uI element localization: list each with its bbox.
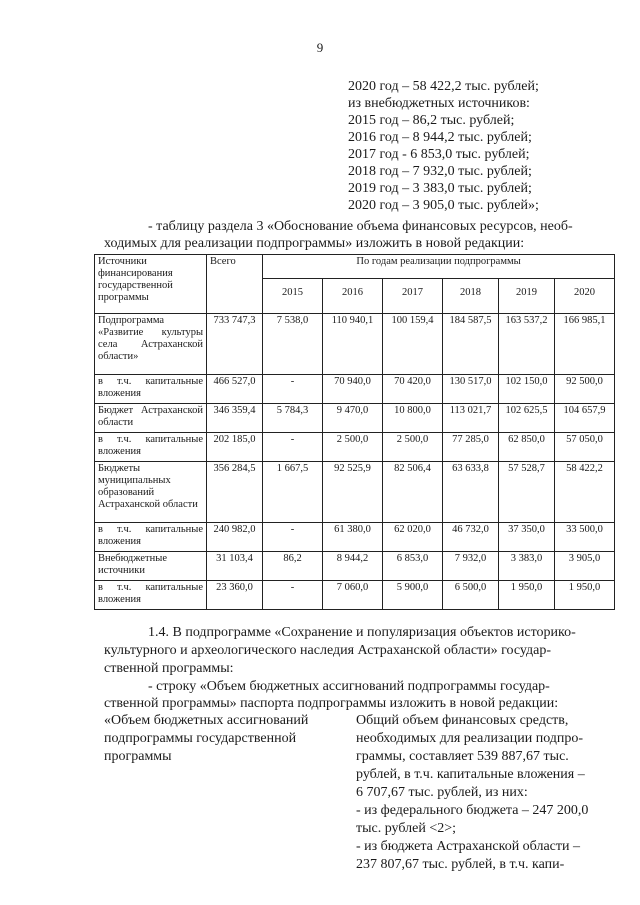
row-value: 3 383,0 bbox=[499, 552, 555, 581]
section-1-4-line-3: ственной программы: bbox=[104, 661, 234, 676]
row-total: 240 982,0 bbox=[207, 523, 263, 552]
row-value: 70 940,0 bbox=[323, 375, 383, 404]
header-total: Всего bbox=[207, 255, 263, 314]
row-value: 10 800,0 bbox=[383, 404, 443, 433]
row-value: 102 150,0 bbox=[499, 375, 555, 404]
row-source: в т.ч. капитальные вложения bbox=[95, 375, 207, 404]
row-value: 70 420,0 bbox=[383, 375, 443, 404]
row-value: 166 985,1 bbox=[555, 314, 615, 375]
instruction-line-1: - строку «Объем бюджетных ассигнований подпрограммы государ- bbox=[148, 679, 550, 694]
row-value: 46 732,0 bbox=[443, 523, 499, 552]
table-row bbox=[95, 462, 615, 523]
row-value: 57 528,7 bbox=[499, 462, 555, 523]
row-value: - bbox=[263, 375, 323, 404]
header-year: 2018 bbox=[443, 278, 499, 313]
row-source: в т.ч. капитальные вложения bbox=[95, 523, 207, 552]
row-source: в т.ч. капитальные вложения bbox=[95, 581, 207, 610]
row-value: 33 500,0 bbox=[555, 523, 615, 552]
table-row bbox=[95, 375, 615, 404]
passport-right-cell bbox=[356, 712, 614, 874]
passport-right-line: - из федерального бюджета – 247 200,0 bbox=[356, 803, 589, 818]
row-value: 1 950,0 bbox=[555, 581, 615, 610]
row-value: 62 020,0 bbox=[383, 523, 443, 552]
passport-right-line: 6 707,67 тыс. рублей, из них: bbox=[356, 785, 528, 800]
row-value: 7 538,0 bbox=[263, 314, 323, 375]
row-value: 86,2 bbox=[263, 552, 323, 581]
intro-line-1: - таблицу раздела 3 «Обоснование объема финансовых ресурсов, необ- bbox=[148, 219, 573, 234]
row-value: 7 060,0 bbox=[323, 581, 383, 610]
row-value: 2 500,0 bbox=[323, 433, 383, 462]
passport-left-line: «Объем бюджетных ассигнований bbox=[104, 713, 309, 728]
row-value: 163 537,2 bbox=[499, 314, 555, 375]
section-1-4-line-1: 1.4. В подпрограмме «Сохранение и популяризация объектов историко- bbox=[148, 625, 576, 640]
row-value: 6 853,0 bbox=[383, 552, 443, 581]
row-value: 82 506,4 bbox=[383, 462, 443, 523]
header-year: 2019 bbox=[499, 278, 555, 313]
passport-right-line: тыс. рублей <2>; bbox=[356, 821, 457, 836]
row-value: 5 900,0 bbox=[383, 581, 443, 610]
row-value: 6 500,0 bbox=[443, 581, 499, 610]
intro-line-2: ходимых для реализации подпрограммы» изложить в новой редакции: bbox=[104, 236, 525, 251]
row-source: Подпрограмма «Развитие культуры села Астраханской области» bbox=[95, 314, 207, 375]
row-total: 356 284,5 bbox=[207, 462, 263, 523]
table-header-row bbox=[95, 255, 615, 279]
row-total: 23 360,0 bbox=[207, 581, 263, 610]
table-row bbox=[95, 404, 615, 433]
table-row bbox=[95, 314, 615, 375]
row-value: 9 470,0 bbox=[323, 404, 383, 433]
row-total: 31 103,4 bbox=[207, 552, 263, 581]
row-total: 466 527,0 bbox=[207, 375, 263, 404]
header-year: 2015 bbox=[263, 278, 323, 313]
header-year: 2016 bbox=[323, 278, 383, 313]
row-source: Бюджеты муниципальных образований Астраханской области bbox=[95, 462, 207, 523]
passport-right-line: Общий объем финансовых средств, bbox=[356, 713, 569, 728]
funding-line: 2015 год – 86,2 тыс. рублей; bbox=[348, 113, 515, 128]
row-value: 113 021,7 bbox=[443, 404, 499, 433]
row-value: 58 422,2 bbox=[555, 462, 615, 523]
funding-line: 2016 год – 8 944,2 тыс. рублей; bbox=[348, 130, 532, 145]
funding-line: 2017 год - 6 853,0 тыс. рублей; bbox=[348, 147, 530, 162]
row-value: 92 500,0 bbox=[555, 375, 615, 404]
row-total: 346 359,4 bbox=[207, 404, 263, 433]
header-years-group: По годам реализации подпрограммы bbox=[263, 255, 615, 279]
header-year: 2017 bbox=[383, 278, 443, 313]
row-value: 104 657,9 bbox=[555, 404, 615, 433]
table-row bbox=[95, 552, 615, 581]
row-value: - bbox=[263, 581, 323, 610]
funding-line: 2020 год – 58 422,2 тыс. рублей; bbox=[348, 79, 539, 94]
row-value: - bbox=[263, 433, 323, 462]
instruction-line-2: ственной программы» паспорта подпрограммы изложить в новой редакции: bbox=[104, 696, 559, 711]
row-value: 1 950,0 bbox=[499, 581, 555, 610]
row-value: 5 784,3 bbox=[263, 404, 323, 433]
financing-table bbox=[94, 254, 615, 610]
header-year: 2020 bbox=[555, 278, 615, 313]
row-value: 130 517,0 bbox=[443, 375, 499, 404]
row-value: 8 944,2 bbox=[323, 552, 383, 581]
section-1-4-line-2: культурного и археологического наследия Астраханской области» государ- bbox=[104, 643, 552, 658]
funding-line: 2018 год – 7 932,0 тыс. рублей; bbox=[348, 164, 532, 179]
row-source: в т.ч. капитальные вложения bbox=[95, 433, 207, 462]
passport-right-line: 237 807,67 тыс. рублей, в т.ч. капи- bbox=[356, 857, 565, 872]
table-row bbox=[95, 581, 615, 610]
row-value: 7 932,0 bbox=[443, 552, 499, 581]
row-total: 202 185,0 bbox=[207, 433, 263, 462]
row-value: 77 285,0 bbox=[443, 433, 499, 462]
table-row bbox=[95, 523, 615, 552]
funding-list bbox=[348, 78, 539, 214]
row-total: 733 747,3 bbox=[207, 314, 263, 375]
row-value: 1 667,5 bbox=[263, 462, 323, 523]
passport-right-line: граммы, составляет 539 887,67 тыс. bbox=[356, 749, 569, 764]
row-value: 57 050,0 bbox=[555, 433, 615, 462]
row-source: Бюджет Астраханской области bbox=[95, 404, 207, 433]
row-value: 61 380,0 bbox=[323, 523, 383, 552]
passport-right-line: рублей, в т.ч. капитальные вложения – bbox=[356, 767, 585, 782]
passport-left-line: программы bbox=[104, 749, 172, 764]
passport-right-line: необходимых для реализации подпро- bbox=[356, 731, 584, 746]
passport-right-line: - из бюджета Астраханской области – bbox=[356, 839, 580, 854]
row-value: 3 905,0 bbox=[555, 552, 615, 581]
page-number: 9 bbox=[316, 40, 324, 55]
funding-line: из внебюджетных источников: bbox=[348, 96, 530, 111]
row-value: - bbox=[263, 523, 323, 552]
row-source: Внебюджетные источники bbox=[95, 552, 207, 581]
row-value: 92 525,9 bbox=[323, 462, 383, 523]
row-value: 63 633,8 bbox=[443, 462, 499, 523]
row-value: 37 350,0 bbox=[499, 523, 555, 552]
row-value: 110 940,1 bbox=[323, 314, 383, 375]
passport-left-cell bbox=[104, 712, 344, 766]
table-row bbox=[95, 433, 615, 462]
funding-line: 2020 год – 3 905,0 тыс. рублей»; bbox=[348, 198, 539, 213]
header-source: Источники финансирования государственной программы bbox=[95, 255, 207, 314]
row-value: 2 500,0 bbox=[383, 433, 443, 462]
row-value: 184 587,5 bbox=[443, 314, 499, 375]
row-value: 102 625,5 bbox=[499, 404, 555, 433]
passport-left-line: подпрограммы государственной bbox=[104, 731, 297, 746]
funding-line: 2019 год – 3 383,0 тыс. рублей; bbox=[348, 181, 532, 196]
row-value: 62 850,0 bbox=[499, 433, 555, 462]
row-value: 100 159,4 bbox=[383, 314, 443, 375]
